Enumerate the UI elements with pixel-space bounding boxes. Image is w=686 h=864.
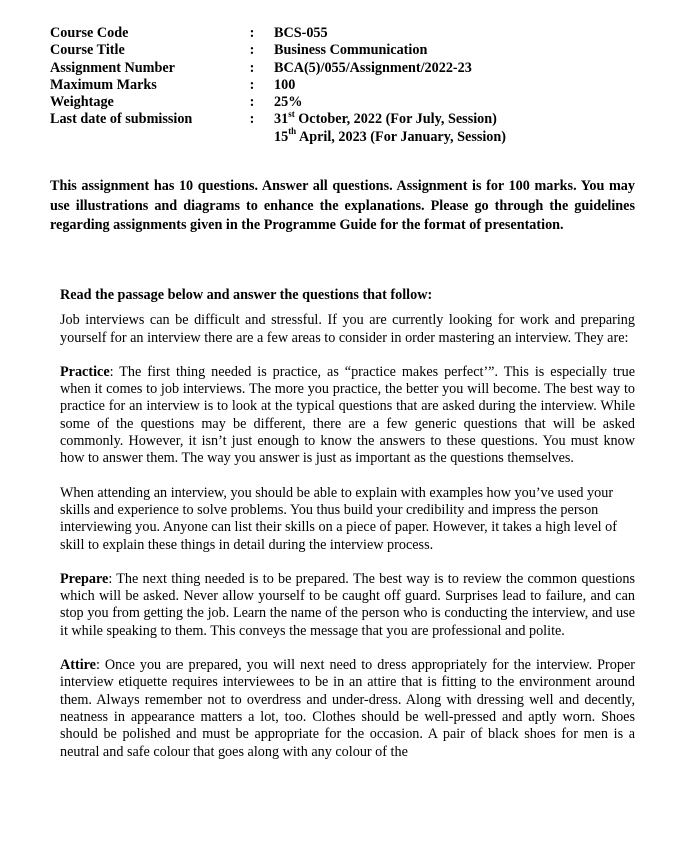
meta-label-empty (50, 129, 230, 146)
meta-value: Business Communication (274, 42, 428, 59)
meta-row-assignment-number (50, 60, 650, 77)
date-day: 31 (274, 111, 289, 128)
meta-colon: : (249, 111, 255, 128)
attire-term: Attire (60, 657, 96, 674)
meta-row-weightage (50, 94, 650, 111)
meta-row-maximum-marks (50, 77, 650, 94)
meta-colon: : (249, 42, 255, 59)
meta-colon: : (249, 59, 255, 76)
meta-row-last-date-january (50, 126, 650, 146)
passage-practice (60, 364, 635, 468)
meta-row-last-date (50, 108, 650, 128)
prepare-text: : The next thing needed is to be prepared. The best way is to review the common questions which will be asked. Never allow yourself to be caught off guard. Surprises lead to failure, and can stop you from getting the job. Learn the name of the person who is conducting the interview, and use it while speaking to them. This conveys the message that you are professional and polite. (60, 570, 635, 639)
passage-intro: Job interviews can be difficult and stressful. If you are currently looking for work and preparing yourself for an interview there are a few areas to consider in order mastering an interview. They are: (60, 312, 635, 346)
meta-value-last-date (274, 108, 650, 128)
meta-label: Course Title (50, 42, 125, 59)
assignment-instructions: This assignment has 10 questions. Answer all questions. Assignment is for 100 marks. You may use illustrations and diagrams to enhance the explanations. Please go through the guidelines regarding assignments given in the Programme Guide for the format of presentation. (50, 178, 635, 234)
meta-colon: : (249, 25, 255, 41)
meta-value: 25% (274, 94, 303, 111)
meta-value-january (274, 126, 650, 146)
meta-label: Weightage (50, 94, 114, 111)
assignment-details (50, 25, 650, 146)
date-rest: October, 2022 (For July, Session) (294, 111, 497, 128)
passage-heading: Read the passage below and answer the questions that follow: (60, 287, 433, 303)
passage-prepare (60, 571, 635, 640)
meta-label: Assignment Number (50, 59, 175, 76)
date-suffix: st (288, 108, 295, 119)
meta-colon: : (249, 76, 255, 93)
meta-value: 100 (274, 76, 296, 93)
meta-value: BCS-055 (274, 25, 328, 41)
meta-row-course-code (50, 25, 650, 42)
meta-colon: : (249, 94, 255, 111)
practice-term: Practice (60, 363, 110, 380)
passage-attire (60, 657, 635, 761)
meta-row-course-title (50, 42, 650, 59)
reading-passage (60, 287, 635, 778)
prepare-term: Prepare (60, 570, 109, 587)
meta-value: BCA(5)/055/Assignment/2022-23 (274, 59, 472, 76)
passage-examples: When attending an interview, you should be able to explain with examples how you’ve used your skills and experience to solve problems. You thus build your credibility and impress the person interviewing you. Anyone can list their skills on a piece of paper. However, it takes a high level of skill to explain these things in detail during the interview process. (60, 484, 617, 553)
practice-text: : The first thing needed is practice, as “practice makes perfect’”. This is especially true when it comes to job interviews. The more you practice, the better you will become. The best way to practice for an interview is to look at the typical questions that are asked during the interview. While some of the questions may be different, there are a few generic questions that will be asked commonly. However, it isn’t just enough to know the answers to these questions. You must know how to answer them. The way you answer is just as important as the questions themselves. (60, 363, 635, 467)
meta-label: Last date of submission (50, 111, 193, 128)
meta-label: Course Code (50, 25, 129, 41)
attire-text: : Once you are prepared, you will next need to dress appropriately for the interview. Proper interview etiquette requires interviewees to be in an attire that is fitting to the environment around them. Always remember not to overdress and under-dress. Along with dressing well and decently, neatness in appearance matters a lot, too. Clothes should be well-pressed and aptly worn. Shoes should be polished and must be appropriate for the occasion. A pair of black shoes for men is a neutral and safe colour that goes along with any colour of the (60, 657, 635, 760)
meta-label: Maximum Marks (50, 76, 157, 93)
date-day: 15 (274, 128, 289, 145)
date-rest: April, 2023 (For January, Session) (296, 128, 507, 145)
date-suffix: th (288, 126, 297, 137)
